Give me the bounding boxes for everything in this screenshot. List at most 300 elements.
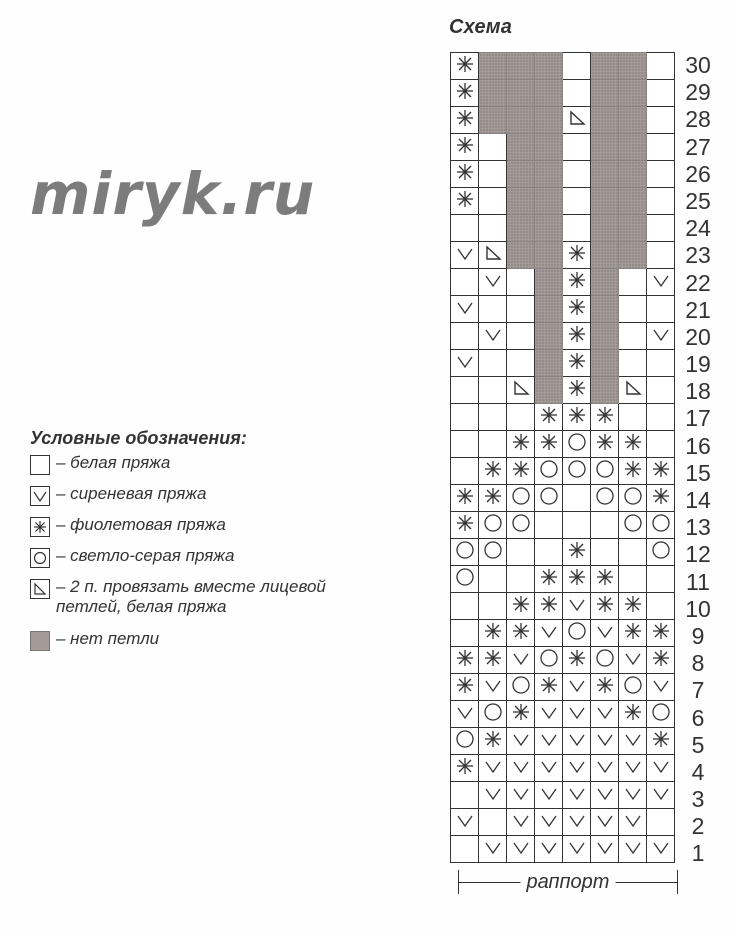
- stitch-cell: [647, 512, 675, 539]
- chart-row: [451, 134, 675, 161]
- row-number: 17: [685, 405, 711, 432]
- stitch-cell: [451, 404, 479, 431]
- circle-icon: [483, 702, 503, 726]
- circle-icon: [651, 540, 671, 564]
- row-number: 6: [691, 704, 705, 731]
- no-stitch-cell: [591, 296, 619, 323]
- stitch-cell: [451, 134, 479, 161]
- asterisk-icon: [568, 244, 586, 266]
- row-number: 11: [686, 568, 710, 595]
- circle-icon: [511, 513, 531, 537]
- stitch-cell: [647, 323, 675, 350]
- stitch-cell: [507, 674, 535, 701]
- circle-icon: [623, 675, 643, 699]
- v-check-icon: [540, 785, 558, 805]
- stitch-cell: [563, 350, 591, 377]
- v-check-icon: [652, 785, 670, 805]
- no-stitch-cell: [507, 188, 535, 215]
- chart-row: [451, 512, 675, 539]
- v-check-icon: [456, 299, 474, 319]
- asterisk-icon: [484, 460, 502, 482]
- rapport-bracket: [458, 870, 678, 894]
- legend-item-white: [30, 453, 356, 484]
- stitch-cell: [507, 485, 535, 512]
- row-number: 13: [685, 514, 711, 541]
- circle-icon: [623, 486, 643, 510]
- stitch-cell: [479, 512, 507, 539]
- v-check-icon: [652, 839, 670, 859]
- circle-icon: [651, 513, 671, 537]
- stitch-cell: [647, 161, 675, 188]
- asterisk-icon: [456, 55, 474, 77]
- no-stitch-cell: [535, 134, 563, 161]
- no-stitch-cell: [591, 107, 619, 134]
- stitch-cell: [507, 512, 535, 539]
- v-check-icon: [484, 839, 502, 859]
- legend-title: Условные обозначения:: [30, 428, 247, 448]
- circle-icon: [595, 648, 615, 672]
- stitch-cell: [563, 161, 591, 188]
- stitch-cell: [451, 458, 479, 485]
- stitch-cell: [591, 755, 619, 782]
- chart-row: [451, 215, 675, 242]
- stitch-cell: [591, 512, 619, 539]
- stitch-cell: [563, 674, 591, 701]
- asterisk-icon: [540, 676, 558, 698]
- v-check-icon: [568, 596, 586, 616]
- chart-row: [451, 431, 675, 458]
- stitch-cell: [647, 647, 675, 674]
- stitch-cell: [451, 647, 479, 674]
- v-check-icon: [456, 245, 474, 265]
- stitch-cell: [507, 377, 535, 404]
- no-stitch-cell: [535, 242, 563, 269]
- stitch-cell: [451, 836, 479, 863]
- stitch-cell: [507, 431, 535, 458]
- v-check-icon: [568, 839, 586, 859]
- stitch-cell: [479, 539, 507, 566]
- legend-label: – нет петли: [56, 629, 160, 648]
- legend-item-violet: [30, 515, 356, 546]
- asterisk-icon: [652, 487, 670, 509]
- no-stitch-cell: [619, 107, 647, 134]
- stitch-cell: [451, 242, 479, 269]
- asterisk-icon: [652, 460, 670, 482]
- asterisk-icon: [652, 622, 670, 644]
- v-check-icon: [596, 839, 614, 859]
- stitch-cell: [619, 620, 647, 647]
- row-number: 21: [685, 296, 711, 323]
- chart-row: [451, 269, 675, 296]
- asterisk-icon: [624, 703, 642, 725]
- v-check-icon: [30, 486, 50, 506]
- stitch-cell: [591, 485, 619, 512]
- stitch-cell: [563, 431, 591, 458]
- stitch-cell: [563, 620, 591, 647]
- stitch-cell: [647, 593, 675, 620]
- v-check-icon: [596, 623, 614, 643]
- stitch-cell: [563, 512, 591, 539]
- legend-label: – 2 п. провязать вместе лицевой петлей, белая пряжа: [56, 577, 326, 616]
- stitch-cell: [451, 188, 479, 215]
- stitch-cell: [535, 620, 563, 647]
- row-number: 29: [685, 79, 711, 106]
- asterisk-icon: [512, 433, 530, 455]
- no-stitch-cell: [507, 80, 535, 107]
- stitch-cell: [507, 296, 535, 323]
- stitch-cell: [647, 431, 675, 458]
- no-stitch-cell: [619, 80, 647, 107]
- row-number: 1: [691, 840, 705, 867]
- v-check-icon: [596, 785, 614, 805]
- no-stitch-cell: [507, 134, 535, 161]
- stitch-cell: [619, 809, 647, 836]
- stitch-cell: [451, 296, 479, 323]
- no-stitch-cell: [591, 188, 619, 215]
- stitch-cell: [563, 404, 591, 431]
- stitch-cell: [619, 431, 647, 458]
- row-number: 16: [685, 432, 711, 459]
- stitch-cell: [451, 323, 479, 350]
- stitch-cell: [591, 620, 619, 647]
- no-stitch-cell: [591, 134, 619, 161]
- no-stitch-cell: [591, 323, 619, 350]
- asterisk-icon: [484, 730, 502, 752]
- empty-square-icon: [30, 455, 50, 475]
- stitch-cell: [563, 485, 591, 512]
- row-number: 27: [685, 133, 711, 160]
- asterisk-icon: [540, 406, 558, 428]
- asterisk-icon: [596, 595, 614, 617]
- stitch-cell: [563, 134, 591, 161]
- stitch-cell: [619, 539, 647, 566]
- v-check-icon: [652, 677, 670, 697]
- v-check-icon: [568, 785, 586, 805]
- v-check-icon: [624, 758, 642, 778]
- chart-row: [451, 539, 675, 566]
- stitch-cell: [507, 350, 535, 377]
- stitch-cell: [563, 566, 591, 593]
- circle-icon: [623, 513, 643, 537]
- asterisk-icon: [456, 82, 474, 104]
- chart-row: [451, 593, 675, 620]
- stitch-cell: [451, 701, 479, 728]
- no-stitch-cell: [619, 161, 647, 188]
- row-number: 14: [685, 487, 711, 513]
- row-number: 10: [685, 595, 711, 622]
- chart-row: [451, 485, 675, 512]
- chart-row: [451, 566, 675, 593]
- chart-row: [451, 350, 675, 377]
- stitch-cell: [535, 728, 563, 755]
- stitch-cell: [479, 296, 507, 323]
- circle-icon: [511, 675, 531, 699]
- circle-icon: [455, 540, 475, 564]
- no-stitch-cell: [619, 242, 647, 269]
- circle-icon: [567, 459, 587, 483]
- no-stitch-cell: [507, 107, 535, 134]
- stitch-cell: [535, 512, 563, 539]
- stitch-cell: [563, 539, 591, 566]
- no-stitch-cell: [591, 80, 619, 107]
- stitch-cell: [591, 566, 619, 593]
- gray-fill-icon: [30, 631, 50, 651]
- stitch-cell: [591, 593, 619, 620]
- stitch-cell: [451, 782, 479, 809]
- asterisk-icon: [652, 730, 670, 752]
- stitch-cell: [535, 836, 563, 863]
- chart-row: [451, 296, 675, 323]
- no-stitch-cell: [535, 161, 563, 188]
- asterisk-icon: [596, 406, 614, 428]
- asterisk-icon: [512, 703, 530, 725]
- no-stitch-cell: [535, 53, 563, 80]
- no-stitch-cell: [591, 350, 619, 377]
- v-check-icon: [652, 272, 670, 292]
- stitch-cell: [507, 458, 535, 485]
- no-stitch-cell: [535, 80, 563, 107]
- stitch-cell: [563, 755, 591, 782]
- chart-row: [451, 188, 675, 215]
- stitch-cell: [451, 161, 479, 188]
- stitch-cell: [507, 809, 535, 836]
- stitch-cell: [563, 269, 591, 296]
- asterisk-icon: [540, 433, 558, 455]
- stitch-cell: [535, 593, 563, 620]
- row-number: 15: [685, 459, 711, 486]
- asterisk-icon: [512, 622, 530, 644]
- stitch-cell: [619, 485, 647, 512]
- stitch-cell: [479, 728, 507, 755]
- circle-icon: [455, 729, 475, 753]
- stitch-cell: [479, 647, 507, 674]
- no-stitch-cell: [479, 53, 507, 80]
- row-number: 25: [685, 187, 711, 214]
- no-stitch-cell: [535, 188, 563, 215]
- stitch-cell: [563, 836, 591, 863]
- stitch-cell: [563, 188, 591, 215]
- asterisk-icon: [568, 325, 586, 347]
- no-stitch-cell: [591, 53, 619, 80]
- asterisk-icon: [568, 541, 586, 563]
- triangle-icon: [568, 110, 586, 130]
- legend-item-light-gray: [30, 546, 356, 577]
- no-stitch-cell: [507, 53, 535, 80]
- row-number: 7: [691, 677, 705, 704]
- stitch-cell: [535, 539, 563, 566]
- knitting-chart-grid: [450, 52, 675, 863]
- stitch-cell: [591, 782, 619, 809]
- row-number: 26: [685, 160, 711, 187]
- row-number: 3: [691, 786, 705, 813]
- triangle-icon: [624, 380, 642, 400]
- watermark: miryk.ru: [30, 160, 316, 228]
- stitch-cell: [563, 377, 591, 404]
- stitch-cell: [563, 242, 591, 269]
- no-stitch-cell: [591, 242, 619, 269]
- stitch-cell: [479, 809, 507, 836]
- stitch-cell: [535, 485, 563, 512]
- asterisk-icon: [624, 622, 642, 644]
- chart-row: [451, 836, 675, 863]
- circle-icon: [567, 432, 587, 456]
- stitch-cell: [479, 431, 507, 458]
- stitch-cell: [451, 215, 479, 242]
- stitch-cell: [507, 404, 535, 431]
- stitch-cell: [451, 809, 479, 836]
- circle-icon: [651, 702, 671, 726]
- stitch-cell: [619, 674, 647, 701]
- no-stitch-cell: [535, 377, 563, 404]
- legend-item-k2tog: [30, 577, 356, 629]
- stitch-cell: [451, 53, 479, 80]
- stitch-cell: [647, 458, 675, 485]
- stitch-cell: [647, 107, 675, 134]
- v-check-icon: [540, 812, 558, 832]
- v-check-icon: [652, 326, 670, 346]
- stitch-cell: [479, 674, 507, 701]
- v-check-icon: [484, 785, 502, 805]
- stitch-cell: [647, 377, 675, 404]
- asterisk-icon: [568, 271, 586, 293]
- stitch-cell: [647, 242, 675, 269]
- stitch-cell: [507, 782, 535, 809]
- v-check-icon: [512, 812, 530, 832]
- stitch-cell: [479, 593, 507, 620]
- stitch-cell: [479, 215, 507, 242]
- stitch-cell: [647, 620, 675, 647]
- chart-row: [451, 809, 675, 836]
- chart-row: [451, 458, 675, 485]
- no-stitch-cell: [535, 296, 563, 323]
- no-stitch-cell: [535, 350, 563, 377]
- v-check-icon: [568, 758, 586, 778]
- stitch-cell: [619, 512, 647, 539]
- stitch-cell: [563, 53, 591, 80]
- asterisk-icon: [568, 406, 586, 428]
- asterisk-icon: [456, 190, 474, 212]
- asterisk-icon: [596, 568, 614, 590]
- stitch-cell: [563, 701, 591, 728]
- stitch-cell: [647, 566, 675, 593]
- stitch-cell: [619, 755, 647, 782]
- row-number: 20: [685, 323, 711, 350]
- stitch-cell: [507, 593, 535, 620]
- stitch-cell: [647, 269, 675, 296]
- chart-row: [451, 620, 675, 647]
- v-check-icon: [512, 758, 530, 778]
- v-check-icon: [540, 623, 558, 643]
- chart-row: [451, 782, 675, 809]
- row-number: 2: [691, 813, 705, 840]
- triangle-icon: [484, 245, 502, 265]
- stitch-cell: [507, 539, 535, 566]
- row-number: 24: [685, 215, 711, 242]
- stitch-cell: [451, 755, 479, 782]
- circle-icon: [539, 459, 559, 483]
- stitch-cell: [591, 701, 619, 728]
- v-check-icon: [540, 731, 558, 751]
- stitch-cell: [451, 350, 479, 377]
- chart-row: [451, 80, 675, 107]
- no-stitch-cell: [535, 215, 563, 242]
- stitch-cell: [451, 566, 479, 593]
- stitch-cell: [563, 107, 591, 134]
- asterisk-icon: [484, 622, 502, 644]
- stitch-cell: [479, 188, 507, 215]
- stitch-cell: [619, 701, 647, 728]
- row-number: 12: [685, 541, 711, 568]
- stitch-cell: [535, 647, 563, 674]
- asterisk-icon: [456, 109, 474, 131]
- v-check-icon: [484, 758, 502, 778]
- v-check-icon: [512, 839, 530, 859]
- v-check-icon: [652, 758, 670, 778]
- v-check-icon: [568, 677, 586, 697]
- legend: [30, 428, 356, 660]
- stitch-cell: [507, 323, 535, 350]
- row-number: 30: [685, 52, 711, 78]
- stitch-cell: [619, 350, 647, 377]
- stitch-cell: [591, 458, 619, 485]
- no-stitch-cell: [479, 107, 507, 134]
- stitch-cell: [451, 512, 479, 539]
- stitch-cell: [563, 323, 591, 350]
- no-stitch-cell: [619, 134, 647, 161]
- asterisk-icon: [652, 649, 670, 671]
- circle-icon: [511, 486, 531, 510]
- no-stitch-cell: [535, 323, 563, 350]
- chart-row: [451, 755, 675, 782]
- stitch-cell: [479, 458, 507, 485]
- stitch-cell: [535, 566, 563, 593]
- no-stitch-cell: [591, 269, 619, 296]
- v-check-icon: [624, 785, 642, 805]
- chart-row: [451, 728, 675, 755]
- stitch-cell: [479, 620, 507, 647]
- stitch-cell: [591, 674, 619, 701]
- v-check-icon: [540, 839, 558, 859]
- stitch-cell: [451, 269, 479, 296]
- asterisk-icon: [456, 676, 474, 698]
- v-check-icon: [568, 812, 586, 832]
- stitch-cell: [479, 323, 507, 350]
- stitch-cell: [619, 593, 647, 620]
- chart-row: [451, 107, 675, 134]
- asterisk-icon: [540, 568, 558, 590]
- v-check-icon: [624, 839, 642, 859]
- no-stitch-cell: [619, 53, 647, 80]
- chart-row: [451, 242, 675, 269]
- stitch-cell: [647, 755, 675, 782]
- stitch-cell: [451, 593, 479, 620]
- legend-item-lilac: [30, 484, 356, 515]
- stitch-cell: [507, 728, 535, 755]
- no-stitch-cell: [619, 215, 647, 242]
- stitch-cell: [451, 620, 479, 647]
- circle-icon: [455, 567, 475, 591]
- v-check-icon: [568, 731, 586, 751]
- stitch-cell: [647, 782, 675, 809]
- asterisk-icon: [624, 460, 642, 482]
- stitch-cell: [647, 404, 675, 431]
- chart-row: [451, 647, 675, 674]
- row-numbers: [678, 52, 718, 868]
- stitch-cell: [535, 404, 563, 431]
- stitch-cell: [563, 458, 591, 485]
- stitch-cell: [647, 350, 675, 377]
- v-check-icon: [456, 353, 474, 373]
